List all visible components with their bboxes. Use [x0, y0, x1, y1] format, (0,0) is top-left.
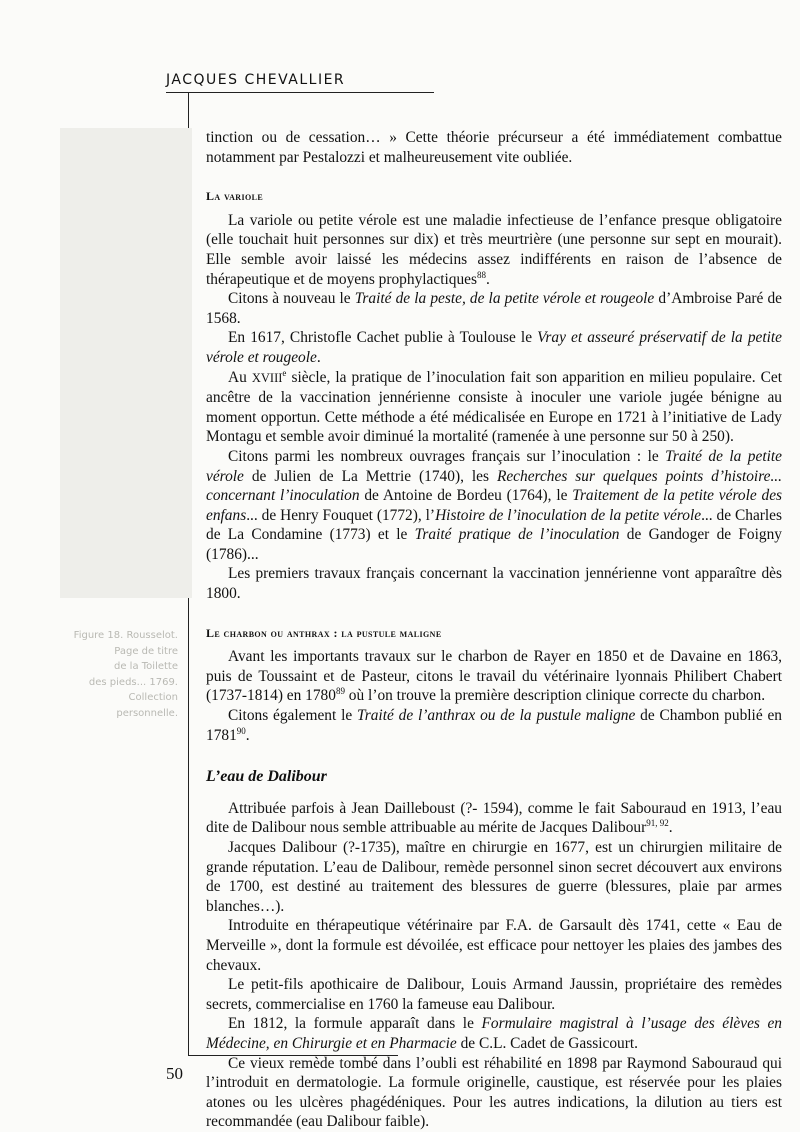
text: de Chambon publié en 1781	[206, 707, 783, 744]
paragraph	[206, 368, 782, 447]
paragraph	[206, 211, 782, 289]
caption-line: personnelle.	[116, 707, 178, 719]
book-title: Formulaire magistral à l’usage des élèves en Médecine, en Chirurgie et en Pharmacie	[206, 1015, 782, 1052]
text: d’Ambroise Paré de 1568.	[206, 290, 783, 327]
text: Citons à nouveau le	[228, 290, 355, 308]
text: Au	[228, 368, 252, 386]
footnote-ref: 89	[335, 686, 345, 697]
paragraph	[206, 799, 782, 838]
paragraph	[206, 647, 782, 706]
text: .	[316, 348, 321, 366]
book-title: Recherches sur quelques points d’histoire... concernant l’inoculation	[206, 467, 783, 505]
text: .	[245, 726, 250, 744]
paragraph	[206, 1014, 782, 1053]
page-number: 50	[166, 1064, 183, 1083]
text: de C.L. Cadet de Gassicourt.	[456, 1034, 638, 1052]
book-title: Traité pratique de l’inoculation	[414, 526, 620, 544]
book-title: Traitement de la petite vérole des enfans	[206, 487, 783, 524]
section-heading-dalibour: L’eau de Dalibour	[206, 768, 327, 786]
text: de Julien de La Mettrie (1740), les	[243, 467, 497, 485]
caption-line: de la Toilette	[114, 661, 178, 672]
bleed-through-image	[60, 128, 192, 598]
text: de Antoine de Bordeu (1764), le	[359, 487, 573, 505]
book-title: Traité de l’anthrax ou de la pustule maligne	[357, 707, 636, 725]
running-head: JACQUES CHEVALLIER	[166, 72, 346, 88]
text: de Gandoger de Foigny (1786)...	[206, 526, 782, 563]
paragraph	[206, 706, 782, 745]
text: En 1617, Christofle Cachet publie à Toulouse le	[228, 329, 538, 347]
caption-line: Page de titre	[114, 645, 178, 657]
footnote-ref: 90	[236, 725, 246, 736]
text: Citons parmi les nombreux ouvrages français sur l’inoculation : le	[228, 447, 666, 465]
caption-line: des pieds... 1769.	[88, 676, 178, 688]
paragraph: Les premiers travaux français concernant la vaccination jennérienne vont apparaître dès 1800.	[206, 565, 782, 603]
text: ... de Charles de La Condamine (1773) et le	[206, 506, 783, 544]
paragraph	[206, 328, 782, 367]
text: ... de Henry Fouquet (1772), l’	[246, 506, 436, 524]
century-suffix: e	[282, 367, 287, 378]
book-title: Histoire de l’inoculation de la petite vérole	[435, 506, 702, 524]
text: Attribuée parfois à Jean Dailleboust (?- 1594), comme le fait Sabouraud en 1913, l’eau dite de Dalibour nous semble attribuable au mérite de Jacques Dalibour	[206, 799, 782, 837]
caption-line: Collection	[128, 692, 178, 703]
book-title: Traité de la peste, de la petite vérole et rougeole	[354, 290, 655, 308]
text-column	[206, 128, 782, 1132]
book-title: Vray et asseuré préservatif de la petite vérole et rougeole	[206, 329, 782, 366]
text: Avant les importants travaux sur le charbon de Rayer en 1850 et de Davaine en 1863, puis de Toussaint et de Pasteur, citons le travail du vétérinaire lyonnais Philibert Chabert (1737-1814) en 1780	[206, 648, 782, 705]
text: La variole ou petite vérole est une maladie infectieuse de l’enfance presque obligatoire (elle touchait huit personnes sur dix) et très meurtrière (une personne sur sept en mourait). Elle semble avoir laissé les médecins assez indifférents en raison de l’absence de thérapeutique et de moyens prophylactiques	[206, 211, 782, 288]
caption-line: Figure 18. Rousselot.	[73, 630, 178, 641]
paragraph	[206, 447, 782, 565]
text: En 1812, la formule apparaît dans le	[228, 1015, 482, 1033]
footnote-ref: 88	[476, 269, 486, 280]
paragraph: Le petit-fils apothicaire de Dalibour, Louis Armand Jaussin, propriétaire des remèdes secrets, commercialise en 1760 la fameuse eau Dalibour.	[206, 976, 782, 1013]
text: siècle, la pratique de l’inoculation fait son apparition en milieu populaire. Cet ancêtre de la vaccination jennérienne consiste à inoculer une variole jugée bénigne au moment opportun. Cette méthode a été médicalisée en Europe en 1721 à l’initiative de Lady Montagu et semble avoir diminué la mortalité (ramenée à une personne sur 50 à 250).	[206, 368, 782, 446]
section-heading-charbon: Le charbon ou anthrax : la pustule maligne	[206, 625, 442, 640]
text: .	[668, 819, 673, 837]
paragraph: Jacques Dalibour (?-1735), maître en chirurgie en 1677, est un chirurgien militaire de grande réputation. L’eau de Dalibour, remède personnel sinon secret découvert aux environs de 1700, est destiné au traitement des blessures de guerre (blessures, plaie par armes blanches…).	[206, 839, 782, 915]
intro-paragraph: tinction ou de cessation… » Cette théorie précurseur a été immédiatement combattue notamment par Pestalozzi et malheureusement vite oubliée.	[206, 129, 782, 166]
text: Citons également le	[228, 707, 358, 725]
footnote-ref: 91, 92	[646, 818, 669, 829]
text: .	[485, 270, 490, 288]
paragraph: Introduite en thérapeutique vétérinaire par F.A. de Garsault dès 1741, cette « Eau de Merveille », dont la formule est dévoilée, est efficace pour nettoyer les plaies des jambes des chevaux.	[206, 917, 782, 974]
header-rule	[166, 92, 434, 93]
paragraph: Ce vieux remède tombé dans l’oubli est réhabilité en 1898 par Raymond Sabouraud qui l’introduit en dermatologie. La formule originelle, caustique, est réservée pour les plaies atones ou les ulcères phagédéniques. Pour les autres indications, la dilution au tiers est recommandée (eau Dalibour faible).	[206, 1054, 782, 1131]
text: où l’on trouve la première description clinique correcte du charbon.	[344, 687, 766, 705]
century-numeral: XVIII	[251, 370, 283, 385]
bleed-through-caption	[60, 628, 178, 721]
paragraph	[206, 289, 782, 328]
book-title: Traité de la petite vérole	[206, 447, 782, 485]
section-heading-variole: La variole	[206, 189, 264, 204]
